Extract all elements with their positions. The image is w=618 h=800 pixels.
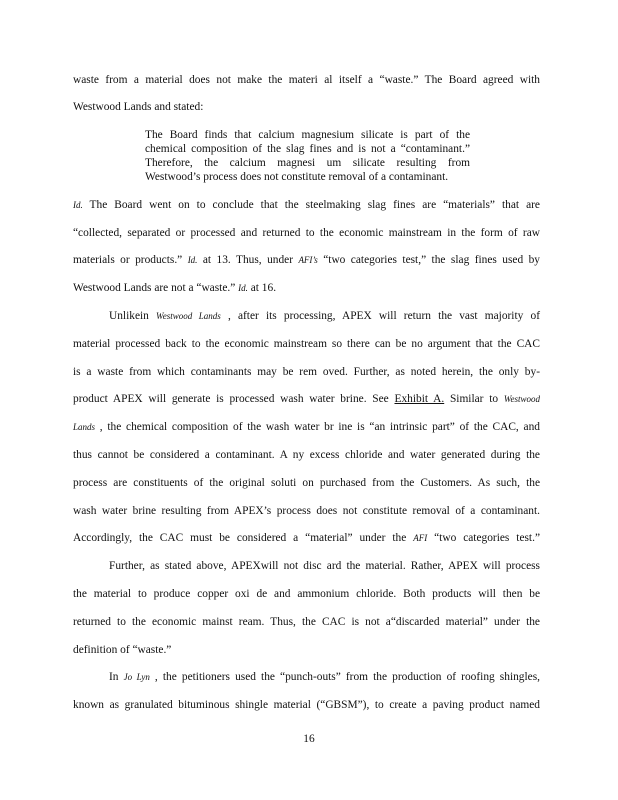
text-line: Accordingly, the CAC must be considered a “material” under the AFI “two categories test.” bbox=[73, 532, 541, 544]
text-line: In Jo Lyn , the petitioners used the “punch-outs” from the production of roofing shingles, bbox=[109, 671, 540, 683]
text-line: “collected, separated or processed and returned to the economic mainstream in the form of raw bbox=[73, 227, 540, 239]
text-line: Id. The Board went on to conclude that the steelmaking slag fines are “materials” that are bbox=[73, 199, 540, 211]
text-line: waste from a material does not make the materi al itself a “waste.” The Board agreed with bbox=[73, 74, 540, 86]
case-name-jolyn: Jo Lyn bbox=[123, 672, 150, 682]
case-name-westwood: Westwood bbox=[503, 394, 540, 404]
text-line: Unlikein Westwood Lands , after its processing, APEX will return the vast majority of bbox=[109, 310, 540, 322]
block-quote-line: The Board finds that calcium magnesium silicate is part of the bbox=[145, 129, 470, 141]
text-line: thus cannot be considered a contaminant. A ny excess chloride and water generated during the bbox=[73, 449, 540, 461]
citation-id: Id. bbox=[73, 200, 83, 210]
case-name-afi: AFI’s bbox=[298, 255, 318, 265]
text-line: is a waste from which contaminants may be rem oved. Further, as noted herein, the only by- bbox=[73, 366, 540, 378]
case-name-westwood: Westwood Lands bbox=[156, 311, 221, 321]
text-line: Westwood Lands and stated: bbox=[73, 101, 204, 113]
text-line: definition of “waste.” bbox=[73, 644, 172, 656]
case-name-lands: Lands bbox=[73, 422, 96, 432]
text-line: materials or products.” Id. at 13. Thus, under AFI’s “two categories test,” the slag fines used by bbox=[73, 254, 540, 266]
block-quote-line: Westwood’s process does not constitute removal of a contaminant. bbox=[145, 171, 449, 183]
text-line: product APEX will generate is processed wash water brine. See Exhibit A. Similar to Westwood bbox=[73, 393, 540, 405]
case-name-afi: AFI bbox=[413, 533, 428, 543]
text-line: Lands , the chemical composition of the wash water br ine is “an intrinsic part” of the CAC, and bbox=[73, 421, 540, 433]
citation-id: Id. bbox=[238, 283, 248, 293]
text-line: material processed back to the economic mainstream so there can be no argument that the CAC bbox=[73, 338, 540, 350]
citation-id: Id. bbox=[187, 255, 198, 265]
text-line: returned to the economic mainst ream. Thus, the CAC is not a“discarded material” under the bbox=[73, 616, 540, 628]
text-line: process are constituents of the original soluti on purchased from the Customers. As such, the bbox=[73, 477, 540, 489]
exhibit-a-link[interactable]: Exhibit A. bbox=[394, 393, 445, 405]
block-quote-line: chemical composition of the slag fines and is not a “contaminant.” bbox=[145, 143, 470, 155]
page-number: 16 bbox=[303, 733, 315, 745]
text-line: Westwood Lands are not a “waste.” Id. at 16. bbox=[73, 282, 277, 294]
block-quote-line: Therefore, the calcium magnesi um silicate resulting from bbox=[145, 157, 470, 169]
text-line: Further, as stated above, APEXwill not disc ard the material. Rather, APEX will process bbox=[109, 560, 540, 572]
text-line: the material to produce copper oxi de and ammonium chloride. Both products will then be bbox=[73, 588, 540, 600]
text-line: known as granulated bituminous shingle material (“GBSM”), to create a paving product named bbox=[73, 699, 540, 711]
text-line: wash water brine resulting from APEX’s process does not constitute removal of a contaminant. bbox=[73, 505, 540, 517]
